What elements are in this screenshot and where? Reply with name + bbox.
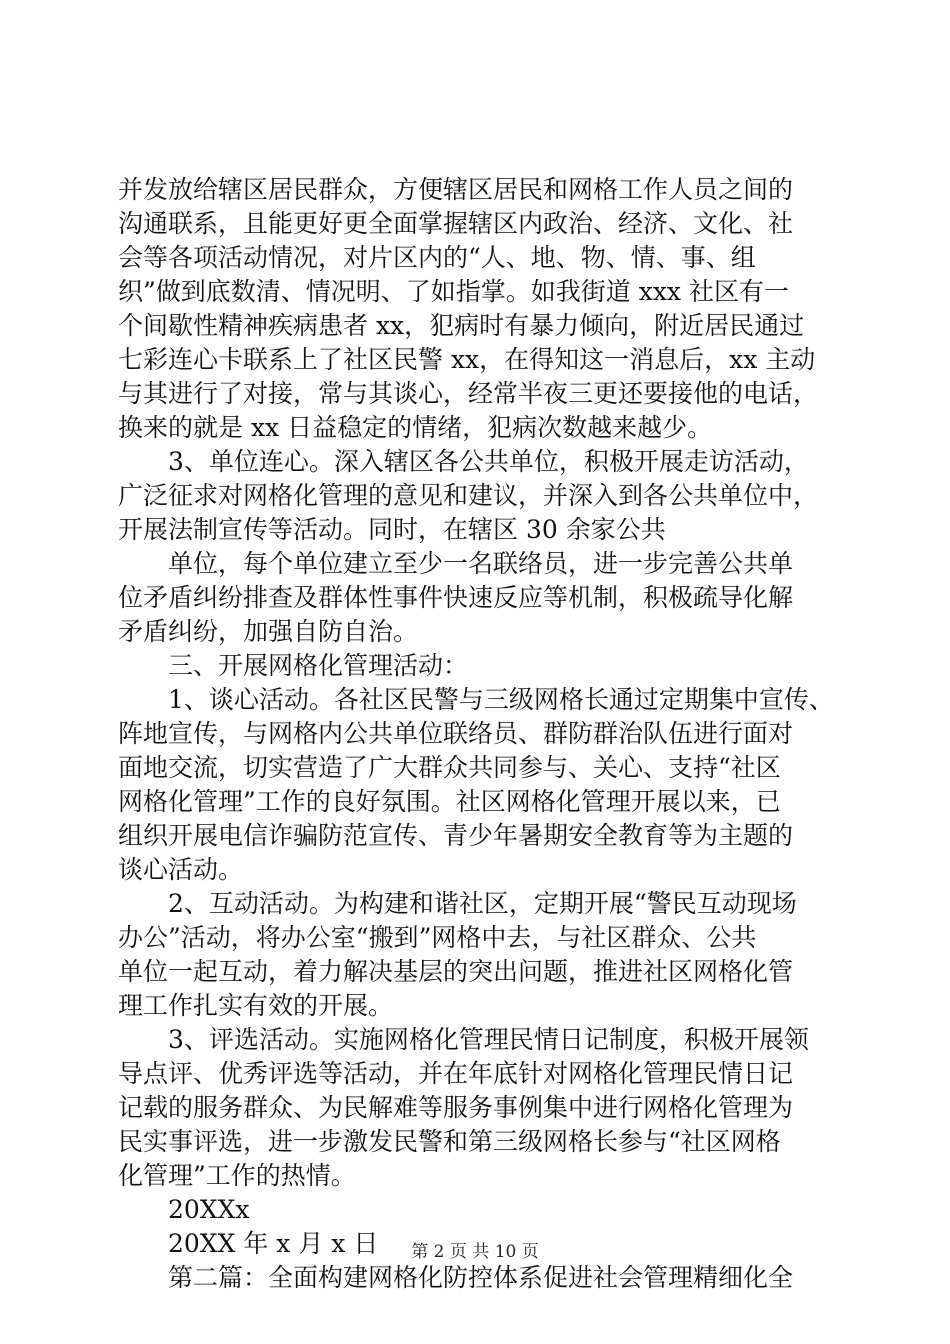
text-line: 换来的就是 xx 日益稳定的情绪，犯病次数越来越少。 [118,413,713,442]
text-line: 民实事评选，进一步激发民警和第三级网格长参与“社区网格 [118,1127,781,1156]
page-footer: 第 2 页 共 10 页 [411,1242,539,1262]
text-line: 七彩连心卡联系上了社区民警 xx，在得知这一消息后，xx 主动 [118,345,816,374]
text-line: 3、单位连心。深入辖区各公共单位，积极开展走访活动， [118,447,809,476]
text-line: 记载的服务群众、为民解难等服务事例集中进行网格化管理为 [118,1093,794,1122]
text-line: 第二篇：全面构建网格化防控体系促进社会管理精细化全 [118,1263,794,1292]
text-line: 单位，每个单位建立至少一名联络员，进一步完善公共单 [118,549,794,578]
text-line: 谈心活动。 [118,855,244,884]
text-line: 组织开展电信诈骗防范宣传、青少年暑期安全教育等为主题的 [118,821,794,850]
text-line: 网格化管理”工作的良好氛围。社区网格化管理开展以来，已 [118,787,781,816]
text-line: 与其进行了对接，常与其谈心，经常半夜三更还要接他的电话， [118,379,819,408]
text-line: 广泛征求对网格化管理的意见和建议，并深入到各公共单位中， [118,481,819,510]
text-line: 矛盾纠纷，加强自防自治。 [118,617,419,646]
text-line: 导点评、优秀评选等活动，并在年底针对网格化管理民情日记 [118,1059,794,1088]
text-line: 阵地宣传，与网格内公共单位联络员、群防群治队伍进行面对 [118,719,794,748]
text-line: 化管理”工作的热情。 [118,1161,356,1190]
text-line: 理工作扎实有效的开展。 [118,991,394,1020]
text-line: 并发放给辖区居民群众，方便辖区居民和网格工作人员之间的 [118,175,794,204]
text-line: 个间歇性精神疾病患者 xx，犯病时有暴力倾向，附近居民通过 [118,311,805,340]
text-line: 织”做到底数清、情况明、了如指掌。如我街道 xxx 社区有一 [118,277,789,306]
text-line: 3、评选活动。实施网格化管理民情日记制度，积极开展领 [118,1025,809,1054]
text-line: 沟通联系，且能更好更全面掌握辖区内政治、经济、文化、社 [118,209,794,238]
text-line: 单位一起互动，着力解决基层的突出问题，推进社区网格化管 [118,957,794,986]
section-heading: 三、开展网格化管理活动： [118,651,469,680]
text-line: 办公”活动，将办公室“搬到”网格中去，与社区群众、公共 [118,923,757,952]
text-line: 20XXx [118,1195,250,1224]
text-line: 位矛盾纠纷排查及群体性事件快速反应等机制，积极疏导化解 [118,583,794,612]
text-line: 2、互动活动。为构建和谐社区，定期开展“警民互动现场 [118,889,797,918]
text-line: 面地交流，切实营造了广大群众共同参与、关心、支持“社区 [118,753,781,782]
text-line: 1、谈心活动。各社区民警与三级网格长通过定期集中宣传、 [118,685,834,714]
text-line: 开展法制宣传等活动。同时，在辖区 30 余家公共 [118,515,666,544]
text-line: 会等各项活动情况，对片区内的“人、地、物、情、事、组 [118,243,756,272]
date-line: 20XX 年 x 月 x 日 [118,1229,379,1258]
